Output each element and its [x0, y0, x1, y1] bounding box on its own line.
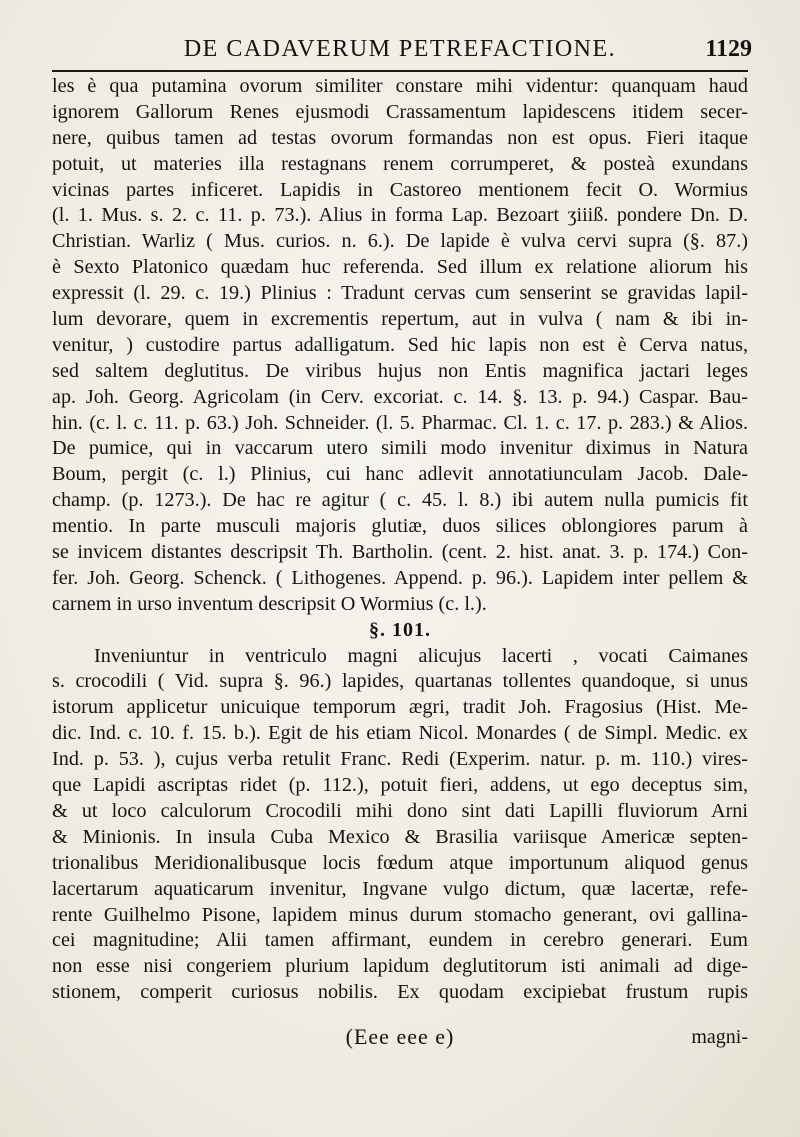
- catchword: magni-: [691, 1026, 748, 1048]
- text-line: nere, quibus tamen ad testas ovorum formandas non est opus. Fieri itaque: [52, 126, 748, 149]
- paragraph-continued: [52, 74, 748, 618]
- paragraph-section-101: [52, 644, 748, 1006]
- text-line: venitur, ) custodire partus adalligatum. Sed hic lapis non est è Cerva natus,: [52, 333, 748, 356]
- text-line: sed saltem deglutitus. De viribus hujus non Entis magnifica jactari leges: [52, 359, 748, 382]
- text-line: les è qua putamina ovorum similiter constare mihi videntur: quanquam haud: [52, 75, 748, 97]
- text-line: Inveniuntur in ventriculo magni alicujus lacerti , vocati Caimanes: [94, 644, 748, 667]
- text-line: cei magnitudine; Alii tamen affirmant, eundem in cerebro generari. Eum: [52, 929, 748, 952]
- text-line: mentio. In parte musculi majoris glutiæ, duos silices oblongiores parum à: [52, 515, 748, 538]
- text-line: carnem in urso inventum descripsit O Wormius (c. l.).: [52, 592, 487, 615]
- text-line: (l. 1. Mus. s. 2. c. 11. p. 73.). Alius in forma Lap. Bezoart ʒiiiß. pondere Dn. D.: [52, 204, 748, 227]
- text-line: fer. Joh. Georg. Schenck. ( Lithogenes. Append. p. 96.). Lapidem inter pellem &: [52, 566, 748, 589]
- page-footer: [52, 1022, 748, 1052]
- text-line: stionem, comperit curiosus nobilis. Ex quodam excipiebat frustum rupis: [52, 981, 748, 1004]
- section-heading: §. 101.: [369, 618, 431, 641]
- text-line: Ind. p. 53. ), cujus verba retulit Franc. Redi (Experim. natur. p. m. 110.) vires-: [52, 748, 748, 771]
- page-body: [52, 74, 748, 1006]
- text-line: lum devorare, quem in excrementis repertum, aut in vulva ( nam & ibi in-: [52, 308, 748, 331]
- text-line: dic. Ind. c. 10. f. 15. b.). Egit de his etiam Nicol. Monardes ( de Simpl. Medic. ex: [52, 722, 748, 745]
- text-line: è Sexto Platonico quædam huc referenda. Sed illum ex relatione aliorum his: [52, 256, 748, 279]
- text-line: trionalibus Meridionalibusque locis fœdum atque importunum aliquod genus: [52, 851, 748, 874]
- text-line: champ. (p. 1273.). De hac re agitur ( c. 45. l. 8.) ibi autem nulla pumicis fit: [52, 489, 748, 512]
- text-line: vicinas partes inficeret. Lapidis in Castoreo mentionem fecit O. Wormius: [52, 178, 748, 201]
- text-line: que Lapidi ascriptas ridet (p. 112.), potuit fieri, addens, ut ego deceptus sim,: [52, 774, 748, 797]
- text-line: non esse nisi congeriem plurium lapidum deglutitorum isti animali ad dige-: [52, 955, 748, 978]
- text-line: rente Guilhelmo Pisone, lapidem minus durum stomacho generant, ovi gallina-: [52, 903, 748, 926]
- text-line: & Minionis. In insula Cuba Mexico & Brasilia variisque Americæ septen-: [52, 825, 748, 848]
- page-number: 1129: [705, 36, 752, 62]
- text-line: potuit, ut materies illa restagnans renem corrumperet, & posteà exundans: [52, 152, 748, 175]
- text-line: ignorem Gallorum Renes ejusmodi Crassamentum lapidescens itidem secer-: [52, 100, 748, 123]
- text-line: Boum, pergit (c. l.) Plinius, cui hanc adlevit annotatiunculam Jacob. Dale-: [52, 463, 748, 486]
- text-line: s. crocodili ( Vid. supra §. 96.) lapides, quartanas tollentes quandoque, si unus: [52, 670, 748, 693]
- text-line: hin. (c. l. c. 11. p. 63.) Joh. Schneider. (l. 5. Pharmac. Cl. 1. c. 17. p. 283.) & Alios.: [52, 411, 748, 434]
- running-title: DE CADAVERUM PETREFACTIONE.: [183, 36, 617, 62]
- text-line: ap. Joh. Georg. Agricolam (in Cerv. excoriat. c. 14. §. 13. p. 94.) Caspar. Bau-: [52, 385, 748, 408]
- header-rule: [52, 70, 748, 72]
- text-line: De pumice, qui in vaccarum utero simili modo invenitur diximus in Natura: [52, 437, 748, 460]
- text-line: se invicem distantes descripsit Th. Bartholin. (cent. 2. hist. anat. 3. p. 174.) Con-: [52, 541, 748, 564]
- text-line: lacertarum aquaticarum invenitur, Ingvane vulgo dictum, quæ lacertæ, refe-: [52, 877, 748, 900]
- text-line: Christian. Warliz ( Mus. curios. n. 6.). De lapide è vulva cervi supra (§. 87.): [52, 230, 748, 253]
- signature-mark: (Eee eee e): [345, 1024, 455, 1049]
- text-line: & ut loco calculorum Crocodili mihi dono sint dati Lapilli fluviorum Arni: [52, 799, 748, 822]
- text-line: expressit (l. 29. c. 19.) Plinius : Tradunt cervas cum senserint se gravidas lapil-: [52, 282, 748, 305]
- page-header: [52, 32, 752, 68]
- text-line: istorum applicetur unicuique temporum ægri, tradit Joh. Fragosius (Hist. Me-: [52, 696, 748, 719]
